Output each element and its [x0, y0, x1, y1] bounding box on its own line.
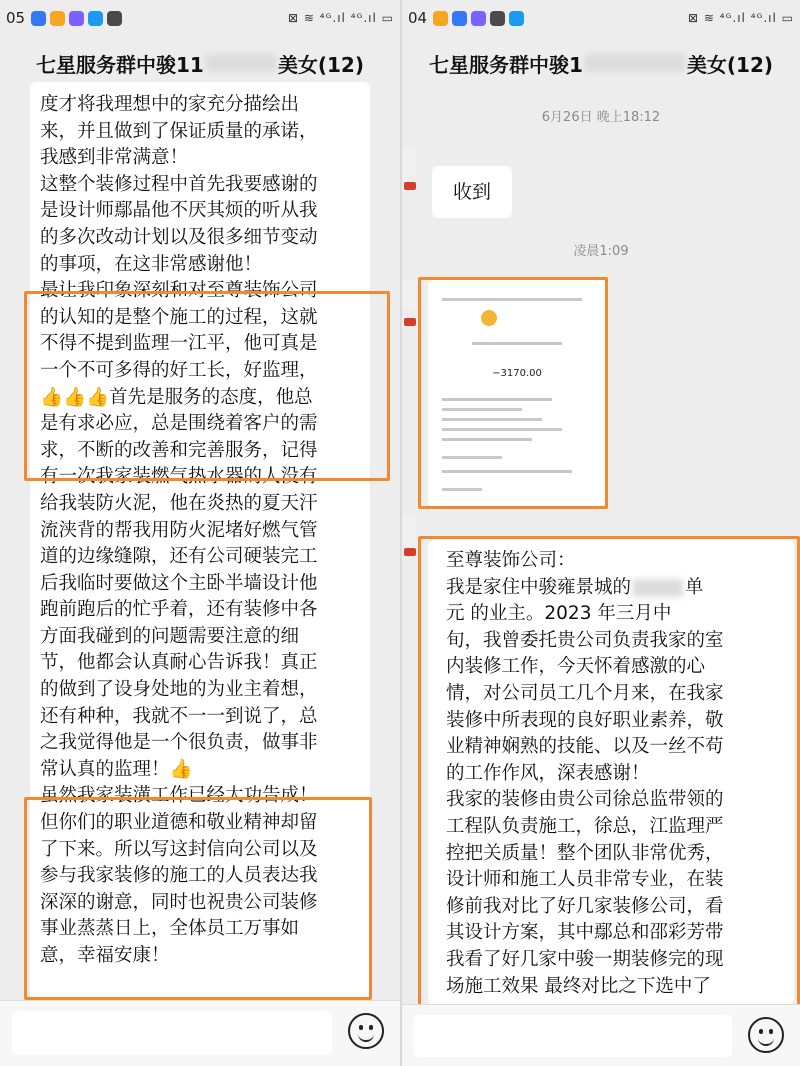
message-line: 的做到了设身处地的为业主着想， [40, 679, 318, 701]
receipt-line [442, 488, 482, 491]
receipt-line [442, 398, 552, 401]
message-line: 这整个装修过程中首先我要感谢的 [40, 173, 318, 195]
emoji-icon[interactable] [748, 1017, 784, 1053]
message-line: 虽然我家装潢工作已经大功告成！ [40, 785, 318, 807]
message-line-suffix: 单 [685, 576, 704, 598]
message-line: 工程队负责施工，徐总，江监理严 [446, 815, 724, 837]
message-line: 道的边缘缝隙，还有公司硬装完工 [40, 546, 318, 568]
message-text [446, 548, 784, 1000]
chat-panel-right [400, 0, 800, 1066]
app-icon [107, 11, 122, 26]
message-line: 的认知的是整个施工的过程，这就 [40, 306, 318, 328]
status-time: 05 [6, 9, 26, 27]
message-line: 后我临时要做这个主卧半墙设计他 [40, 572, 318, 594]
message-line: 我看了好几家中骏一期装修完的现 [446, 948, 724, 970]
app-icon [471, 11, 486, 26]
chat-title[interactable] [402, 36, 800, 90]
blurred-text [585, 54, 685, 72]
notification-icons [433, 11, 524, 26]
message-line: 的工作作风，深表感谢！ [446, 762, 650, 784]
message-line: 装修中所表现的良好职业素养，敬 [446, 709, 724, 731]
message-line: 深深的谢意，同时也祝贵公司装修 [40, 891, 318, 913]
app-icon [509, 11, 524, 26]
message-line: 参与我家装修的施工的人员表达我 [40, 865, 318, 887]
message-line: 最让我印象深刻和对至尊装饰公司 [40, 280, 318, 302]
message-input[interactable] [414, 1015, 732, 1057]
avatar-badge [404, 548, 416, 556]
app-icon [69, 11, 84, 26]
message-line: 场施工效果 最终对比之下选中了 [446, 975, 711, 997]
receipt-line [442, 428, 562, 431]
receipt-line [472, 342, 562, 345]
message-line: 度才将我理想中的家充分描绘出 [40, 94, 300, 115]
message-line: 求，不断的改善和完善服务，记得 [40, 439, 318, 461]
message-line: 常认真的监理！👍 [40, 758, 193, 780]
message-line: 的多次改动计划以及很多细节变动 [40, 226, 318, 248]
chat-title-suffix: 美女(12) [686, 52, 774, 77]
message-line: 一个不可多得的好工长，好监理， [40, 359, 318, 381]
message-line: 事业蒸蒸日上，全体员工万事如 [40, 918, 300, 940]
receipt-line [442, 438, 532, 441]
message-line: 节，他都会认真耐心告诉我！真正 [40, 652, 318, 674]
status-bar [0, 0, 400, 36]
message-line: 控把关质量！整个团队非常优秀， [446, 842, 724, 864]
receipt-line [442, 408, 522, 411]
status-indicators: ⊠ ≋ ⁴ᴳ.ıl ⁴ᴳ.ıl ▭ [288, 11, 394, 25]
message-line: 不得不提到监理一江平，他可真是 [40, 333, 318, 355]
message-line: 是设计师鄢晶他不厌其烦的听从我 [40, 200, 318, 222]
message-line: 设计师和施工人员非常专业，在装 [446, 869, 724, 891]
status-bar [402, 0, 800, 36]
message-line: 还有种种，我就不一一到说了，总 [40, 705, 318, 727]
receipt-line [442, 418, 542, 421]
message-line: 来，并且做到了保证质量的承诺， [40, 120, 318, 142]
message-line: 之我觉得他是一个很负责，做事非 [40, 732, 318, 754]
receipt-line [442, 470, 572, 473]
message-line: 旬，我曾委托贵公司负责我家的室 [446, 629, 724, 651]
receipt-amount: −3170.00 [492, 368, 542, 379]
chat-title-prefix: 七星服务群中骏11 [36, 52, 204, 77]
message-line: 流浃背的帮我用防火泥堵好燃气管 [40, 519, 318, 541]
payment-receipt-image[interactable] [428, 280, 606, 506]
app-icon [31, 11, 46, 26]
message-bubble[interactable] [432, 166, 512, 218]
emoji-icon[interactable] [348, 1013, 384, 1049]
message-line: 我是家住中骏雍景城的 单 [446, 576, 704, 598]
message-line: 业精神娴熟的技能、以及一丝不苟 [446, 736, 724, 758]
app-icon [88, 11, 103, 26]
chat-title-prefix: 七星服务群中骏1 [428, 52, 583, 77]
avatar-badge [404, 182, 416, 190]
message-line: 内装修工作，今天怀着感激的心 [446, 656, 706, 678]
app-icon [490, 11, 505, 26]
message-text: 收到 [452, 181, 491, 203]
message-line: 有一次我家装燃气热水器的人没有 [40, 466, 318, 488]
receipt-line [442, 456, 502, 459]
message-line: 至尊装饰公司： [446, 550, 576, 571]
app-icon [452, 11, 467, 26]
timestamp: 凌晨1:09 [573, 244, 629, 259]
timestamp: 6月26日 晚上18:12 [541, 110, 661, 125]
input-bar [0, 1000, 400, 1066]
message-line: 的事项，在这非常感谢他！ [40, 253, 263, 275]
message-text [40, 92, 360, 970]
receipt-line [442, 298, 582, 301]
message-line: 方面我碰到的问题需要注意的细 [40, 625, 300, 647]
message-line: 给我装防火泥，他在炎热的夏天汗 [40, 492, 318, 514]
message-line: 元 的业主。2023 年三月中 [446, 603, 672, 625]
blurred-text [633, 579, 683, 597]
message-line: 意，幸福安康！ [40, 945, 170, 966]
avatar[interactable] [402, 515, 416, 545]
message-line: 但你们的职业道德和敬业精神却留 [40, 812, 318, 834]
app-icon [433, 11, 448, 26]
message-line: 👍👍👍首先是服务的态度，他总 [40, 386, 313, 408]
message-line: 其设计方案，其中鄢总和邵彩芳带 [446, 922, 724, 944]
app-icon [50, 11, 65, 26]
avatar-badge [404, 318, 416, 326]
notification-icons [31, 11, 122, 26]
status-indicators: ⊠ ≋ ⁴ᴳ.ıl ⁴ᴳ.ıl ▭ [688, 11, 794, 25]
message-line: 我感到非常满意！ [40, 147, 189, 169]
input-bar [402, 1004, 800, 1066]
status-time: 04 [408, 9, 428, 27]
message-input[interactable] [12, 1011, 332, 1055]
coin-icon [481, 310, 497, 326]
avatar[interactable] [402, 148, 416, 178]
message-line: 跑前跑后的忙乎着，还有装修中各 [40, 599, 318, 621]
chat-title-suffix: 美女(12) [277, 52, 364, 77]
message-line: 情，对公司员工几个月来，在我家 [446, 682, 724, 704]
message-line: 修前我对比了好几家装修公司，看 [446, 895, 724, 917]
blurred-text [206, 54, 276, 72]
message-bubble[interactable] [428, 540, 794, 1005]
avatar[interactable] [402, 280, 416, 310]
message-line: 是有求必应，总是围绕着客户的需 [40, 413, 318, 435]
message-bubble[interactable] [30, 82, 370, 1000]
message-line: 我家的装修由贵公司徐总监带领的 [446, 789, 724, 811]
message-line: 了下来。所以写这封信向公司以及 [40, 838, 318, 860]
